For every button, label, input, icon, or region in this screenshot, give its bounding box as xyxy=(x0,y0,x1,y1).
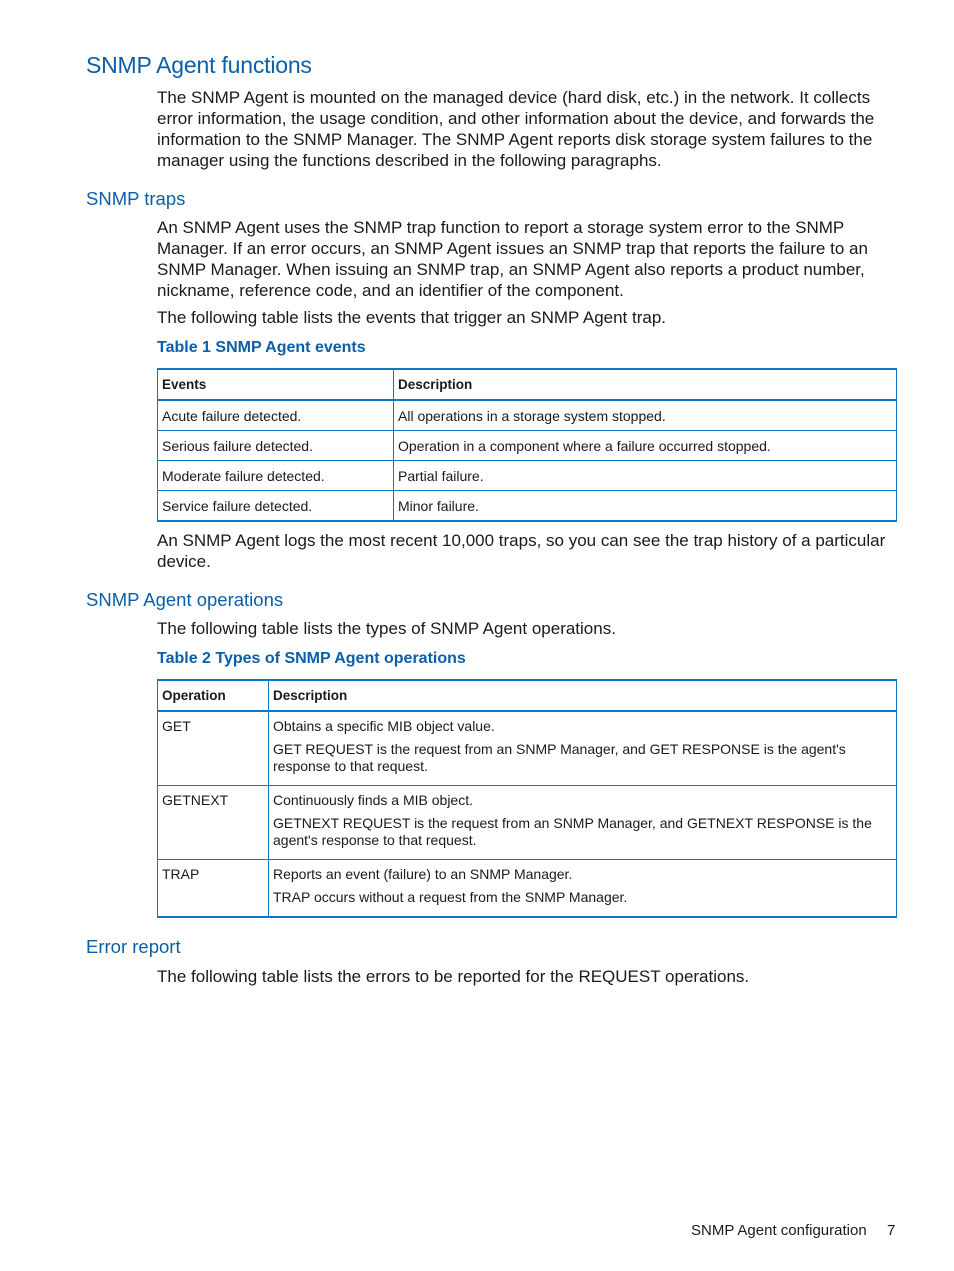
operation-cell: GET xyxy=(158,711,269,786)
paragraph-operations: The following table lists the types of SNMP Agent operations. xyxy=(157,619,616,638)
table-row xyxy=(158,400,897,431)
description-cell xyxy=(269,860,897,918)
paragraph-functions: The SNMP Agent is mounted on the managed device (hard disk, etc.) in the network. It collects error information, the usage condition, and other information about the device, and forwards the information to the SNMP Manager. The SNMP Agent reports disk storage system failures to the manager using the functions described in the following paragraphs. xyxy=(157,88,875,170)
description-line: Reports an event (failure) to an SNMP Manager. xyxy=(273,866,573,882)
event-cell: Acute failure detected. xyxy=(158,400,394,431)
paragraph-traps-1: An SNMP Agent uses the SNMP trap function to report a storage system error to the SNMP Manager. If an error occurs, an SNMP Agent issues an SNMP trap that reports the failure to an SNMP Manager. When issuing an SNMP trap, an SNMP Agent also reports a product number, nickname, reference code, and an identifier of the component. xyxy=(157,218,868,300)
description-cell: All operations in a storage system stopped. xyxy=(394,400,897,431)
description-line: Continuously finds a MIB object. xyxy=(273,792,473,808)
footer-section-title: SNMP Agent configuration xyxy=(691,1222,867,1239)
event-cell: Serious failure detected. xyxy=(158,431,394,461)
heading-error-report: Error report xyxy=(86,936,181,957)
column-header-description: Description xyxy=(269,680,897,711)
table-header-row xyxy=(158,369,897,400)
paragraph-error-report: The following table lists the errors to be reported for the REQUEST operations. xyxy=(157,967,750,986)
footer-page-number: 7 xyxy=(887,1222,896,1239)
table-row xyxy=(158,786,897,860)
table-row xyxy=(158,711,897,786)
table-header-row xyxy=(158,680,897,711)
description-cell: Partial failure. xyxy=(394,461,897,491)
description-cell: Minor failure. xyxy=(394,491,897,522)
column-header-description: Description xyxy=(394,369,897,400)
heading-snmp-traps: SNMP traps xyxy=(86,188,186,209)
table-row xyxy=(158,431,897,461)
description-cell xyxy=(269,786,897,860)
table-row xyxy=(158,461,897,491)
table-snmp-agent-events xyxy=(157,368,897,522)
table-2-caption: Table 2 Types of SNMP Agent operations xyxy=(157,650,466,667)
operation-cell: GETNEXT xyxy=(158,786,269,860)
table-1-caption: Table 1 SNMP Agent events xyxy=(157,339,366,356)
heading-snmp-agent-operations: SNMP Agent operations xyxy=(86,589,284,610)
heading-snmp-agent-functions: SNMP Agent functions xyxy=(86,52,312,78)
paragraph-traps-history: An SNMP Agent logs the most recent 10,000 traps, so you can see the trap history of a particular device. xyxy=(157,531,886,571)
table-row xyxy=(158,491,897,522)
event-cell: Service failure detected. xyxy=(158,491,394,522)
description-line: GETNEXT REQUEST is the request from an SNMP Manager, and GETNEXT RESPONSE is the agent's response to that request. xyxy=(273,815,872,848)
description-line: Obtains a specific MIB object value. xyxy=(273,718,495,734)
description-line: TRAP occurs without a request from the SNMP Manager. xyxy=(273,889,628,905)
operation-cell: TRAP xyxy=(158,860,269,918)
paragraph-traps-2: The following table lists the events that trigger an SNMP Agent trap. xyxy=(157,308,667,327)
event-cell: Moderate failure detected. xyxy=(158,461,394,491)
table-snmp-agent-operations xyxy=(157,679,897,918)
table-row xyxy=(158,860,897,918)
column-header-operation: Operation xyxy=(158,680,269,711)
column-header-events: Events xyxy=(158,369,394,400)
description-cell xyxy=(269,711,897,786)
description-line: GET REQUEST is the request from an SNMP Manager, and GET RESPONSE is the agent's response to that request. xyxy=(273,741,846,774)
description-cell: Operation in a component where a failure occurred stopped. xyxy=(394,431,897,461)
